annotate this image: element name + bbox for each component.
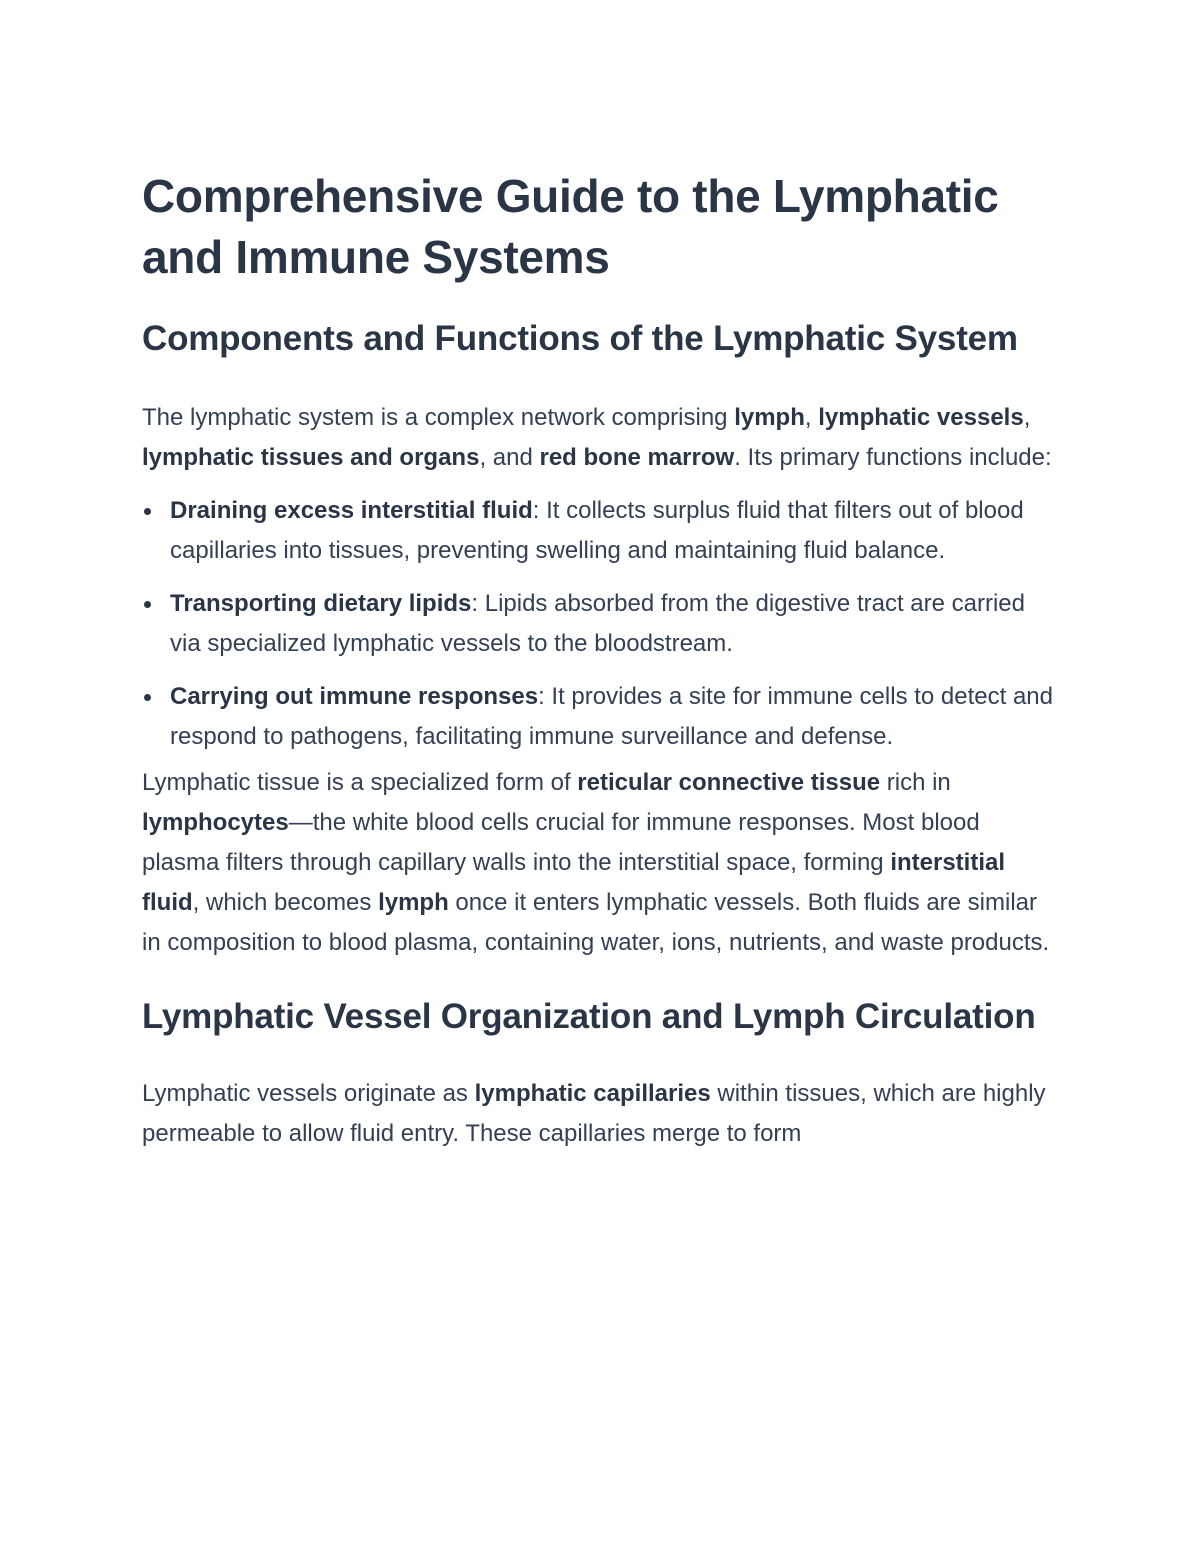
list-item-text: : Lipids absorbed from the digestive tract are carried via specialized lymphatic vessels to the bloodstream. <box>170 590 1025 657</box>
bullet-icon <box>144 508 151 515</box>
bold-term: interstitial fluid <box>142 849 1006 916</box>
section-heading-vessels: Lymphatic Vessel Organization and Lymph Circulation <box>142 997 1036 1036</box>
text: once it enters lymphatic vessels. Both fluids are similar in composition to blood plasma, containing water, ions, nutrients, and waste products. <box>142 889 1050 956</box>
lymphatic-tissue-paragraph <box>142 763 1062 963</box>
text: , which becomes <box>192 889 379 916</box>
text: Lymphatic tissue is a specialized form of <box>142 769 578 796</box>
bold-term: Draining excess interstitial fluid <box>170 497 533 524</box>
list-item-text: : It collects surplus fluid that filters out of blood capillaries into tissues, preventing swelling and maintaining fluid balance. <box>170 497 1024 564</box>
text: rich in <box>880 769 951 796</box>
intro-paragraph <box>142 398 1062 478</box>
text: . Its primary functions include: <box>734 444 1052 471</box>
bold-term: reticular connective tissue <box>577 769 881 796</box>
text: , <box>1023 404 1031 431</box>
list-item <box>142 584 1062 664</box>
bold-term: red bone marrow <box>539 444 735 471</box>
list-item <box>142 491 1062 571</box>
bold-term: lymphatic tissues and organs <box>142 444 480 471</box>
bullet-icon <box>144 601 151 608</box>
text: The lymphatic system is a complex network comprising <box>142 404 735 431</box>
bold-term: lymphatic capillaries <box>474 1080 711 1107</box>
bold-term: Transporting dietary lipids <box>170 590 472 617</box>
bold-term: lymphocytes <box>142 809 289 836</box>
list-item-text: : It provides a site for immune cells to detect and respond to pathogens, facilitating immune surveillance and defense. <box>170 683 1054 750</box>
document-page <box>142 166 1062 1154</box>
bold-term: lymphatic vessels <box>818 404 1024 431</box>
document-title: Comprehensive Guide to the Lymphatic and Immune Systems <box>142 170 999 283</box>
bullet-icon <box>144 694 151 701</box>
bold-term: lymph <box>378 889 449 916</box>
text: within tissues, which are highly permeable to allow fluid entry. These capillaries merge to form <box>142 1080 1046 1147</box>
text: Lymphatic vessels originate as <box>142 1080 475 1107</box>
vessels-paragraph <box>142 1074 1062 1154</box>
text: , <box>804 404 819 431</box>
list-item <box>142 677 1062 757</box>
text: —the white blood cells crucial for immune responses. Most blood plasma filters through capillary walls into the interstitial space, forming <box>142 809 980 876</box>
bold-term: lymph <box>734 404 805 431</box>
bold-term: Carrying out immune responses <box>170 683 539 710</box>
section-heading-components: Components and Functions of the Lymphatic System <box>142 319 1018 358</box>
text: , and <box>479 444 540 471</box>
functions-list <box>142 491 1062 757</box>
